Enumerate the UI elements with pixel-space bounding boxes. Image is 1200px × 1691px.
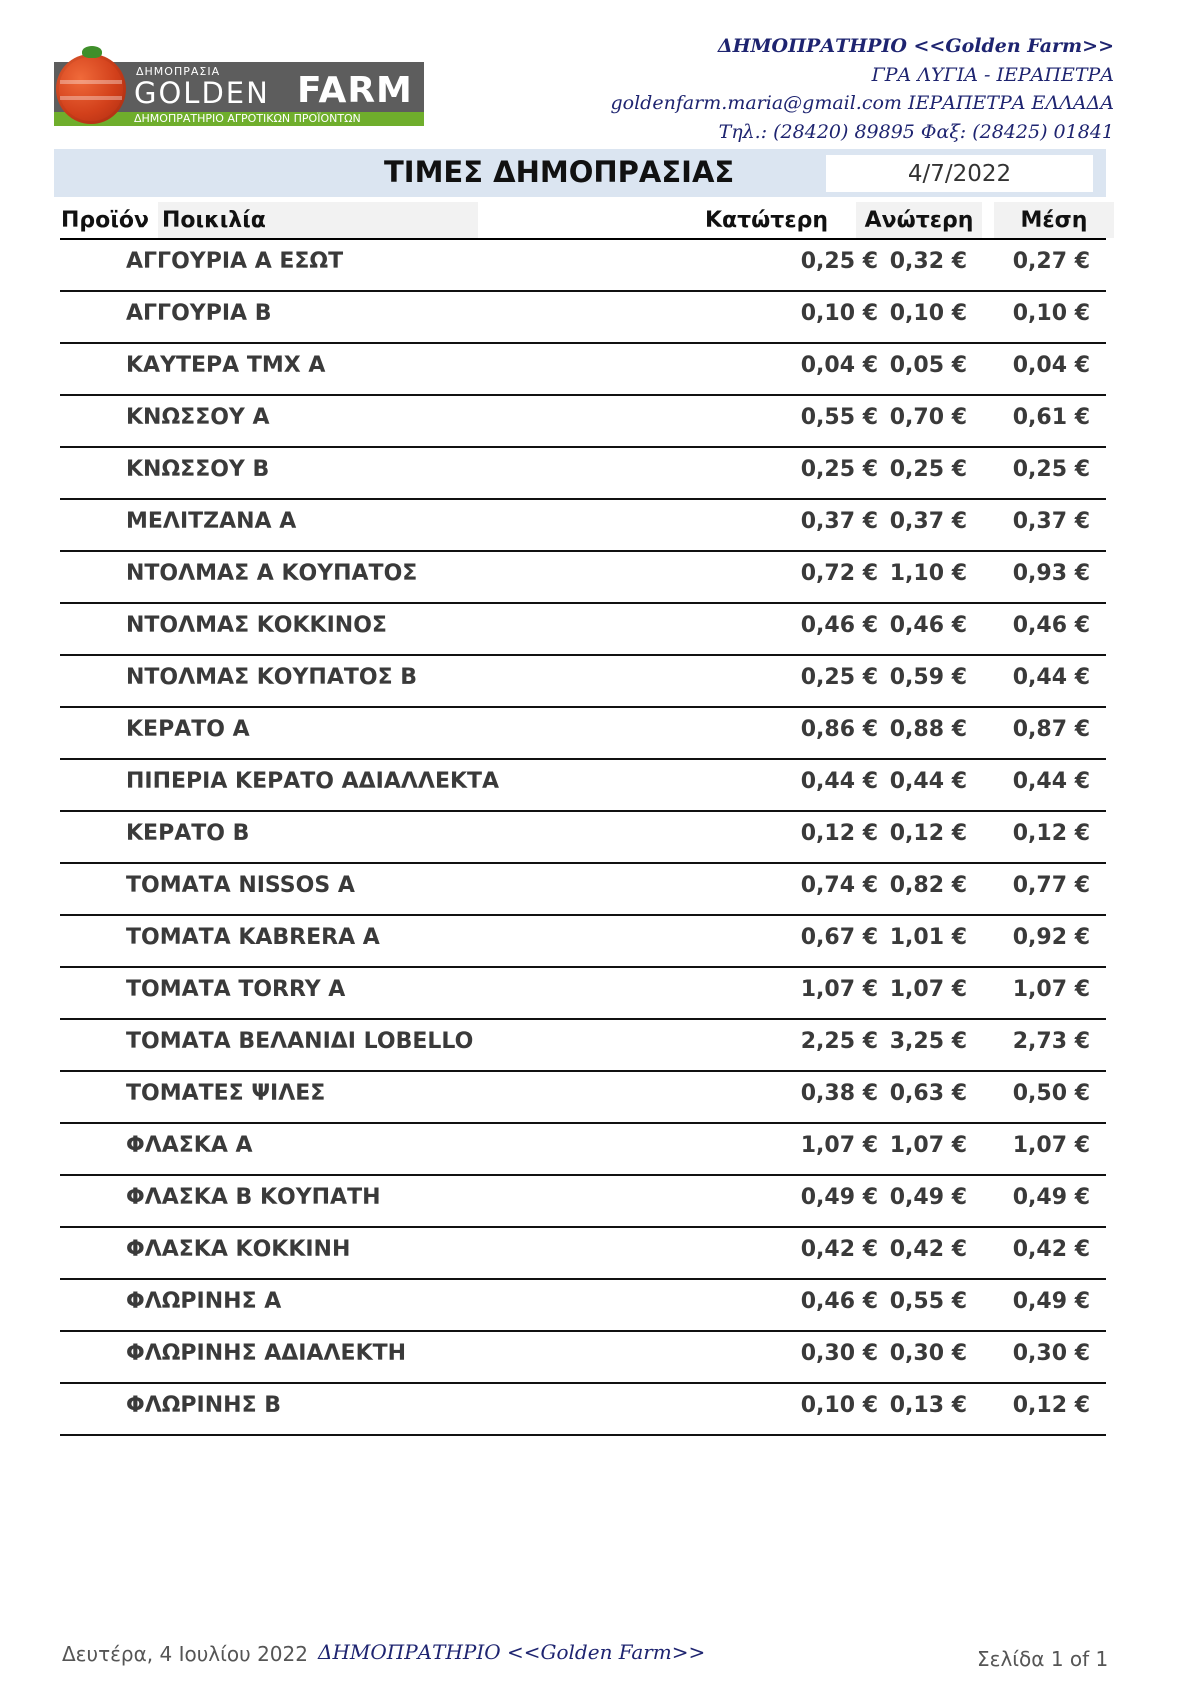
product-name: ΦΛΑΣΚΑ Α <box>126 1133 253 1158</box>
low-price: 0,12 € <box>800 821 878 846</box>
low-price: 1,07 € <box>800 977 878 1002</box>
product-name: ΚΑΥΤΕΡΑ ΤΜΧ Α <box>126 353 326 378</box>
product-name: ΤΟΜΑΤΑ ΒΕΛΑΝΙΔΙ LOBELLO <box>126 1029 474 1054</box>
low-price: 0,55 € <box>800 405 878 430</box>
low-price: 0,25 € <box>800 457 878 482</box>
page-title: ΤΙΜΕΣ ΔΗΜΟΠΡΑΣΙΑΣ <box>384 155 735 189</box>
footer-page-number: Σελίδα 1 of 1 <box>977 1647 1109 1671</box>
high-price: 0,42 € <box>889 1237 967 1262</box>
high-price: 3,25 € <box>889 1029 967 1054</box>
low-price: 0,44 € <box>800 769 878 794</box>
high-price: 0,70 € <box>889 405 967 430</box>
logo-small-text: ΔΗΜΟΠΡΑΣΙΑ <box>136 65 221 78</box>
table-row <box>60 448 1106 500</box>
high-price: 0,49 € <box>889 1185 967 1210</box>
title-bar <box>54 149 1106 197</box>
table-row <box>60 604 1106 656</box>
high-price: 0,63 € <box>889 1081 967 1106</box>
product-name: ΑΓΓΟΥΡΙΑ Β <box>126 301 272 326</box>
average-price: 0,27 € <box>1012 249 1090 274</box>
average-price: 2,73 € <box>1012 1029 1090 1054</box>
product-name: ΤΟΜΑΤΑ NISSOS A <box>126 873 355 898</box>
high-price: 0,88 € <box>889 717 967 742</box>
high-price: 0,25 € <box>889 457 967 482</box>
high-price: 0,82 € <box>889 873 967 898</box>
company-email-location: goldenfarm.maria@gmail.com ΙΕΡΑΠΕΤΡΑ ΕΛΛΑΔΑ <box>610 92 1114 114</box>
table-row <box>60 1332 1106 1384</box>
table-row <box>60 1384 1106 1436</box>
low-price: 0,25 € <box>800 249 878 274</box>
average-price: 0,37 € <box>1012 509 1090 534</box>
high-price: 0,30 € <box>889 1341 967 1366</box>
low-price: 0,72 € <box>800 561 878 586</box>
table-row <box>60 240 1106 292</box>
high-price: 0,46 € <box>889 613 967 638</box>
average-price: 1,07 € <box>1012 1133 1090 1158</box>
high-price: 1,01 € <box>889 925 967 950</box>
average-price: 0,93 € <box>1012 561 1090 586</box>
table-row <box>60 656 1106 708</box>
table-row <box>60 708 1106 760</box>
table-row <box>60 344 1106 396</box>
header-product: Προϊόν <box>54 202 152 238</box>
table-row <box>60 500 1106 552</box>
high-price: 0,10 € <box>889 301 967 326</box>
table-row <box>60 864 1106 916</box>
golden-farm-logo <box>54 48 424 126</box>
product-name: ΤΟΜΑΤΑ KABRERA A <box>126 925 380 950</box>
low-price: 0,30 € <box>800 1341 878 1366</box>
product-name: ΜΕΛΙΤΖΑΝΑ Α <box>126 509 297 534</box>
leaf-icon <box>82 46 102 58</box>
high-price: 1,10 € <box>889 561 967 586</box>
product-name: ΝΤΟΛΜΑΣ Α ΚΟΥΠΑΤΟΣ <box>126 561 418 586</box>
table-row <box>60 292 1106 344</box>
low-price: 0,38 € <box>800 1081 878 1106</box>
table-row <box>60 1228 1106 1280</box>
table-row <box>60 1124 1106 1176</box>
high-price: 0,12 € <box>889 821 967 846</box>
high-price: 0,05 € <box>889 353 967 378</box>
average-price: 0,77 € <box>1012 873 1090 898</box>
table-row <box>60 968 1106 1020</box>
table-row <box>60 760 1106 812</box>
footer-company: ΔΗΜΟΠΡΑΤΗΡΙΟ <<Golden Farm>> <box>318 1640 706 1664</box>
table-row <box>60 1280 1106 1332</box>
table-row <box>60 1020 1106 1072</box>
header-variety: Ποικιλία <box>158 202 478 238</box>
low-price: 0,46 € <box>800 1289 878 1314</box>
average-price: 1,07 € <box>1012 977 1090 1002</box>
low-price: 2,25 € <box>800 1029 878 1054</box>
high-price: 0,55 € <box>889 1289 967 1314</box>
average-price: 0,87 € <box>1012 717 1090 742</box>
low-price: 0,04 € <box>800 353 878 378</box>
average-price: 0,46 € <box>1012 613 1090 638</box>
high-price: 1,07 € <box>889 1133 967 1158</box>
product-name: ΚΝΩΣΣΟΥ Β <box>126 457 270 482</box>
table-row <box>60 552 1106 604</box>
product-name: ΑΓΓΟΥΡΙΑ Α ΕΣΩΤ <box>126 249 344 274</box>
low-price: 0,67 € <box>800 925 878 950</box>
low-price: 1,07 € <box>800 1133 878 1158</box>
company-name: ΔΗΜΟΠΡΑΤΗΡΙΟ <<Golden Farm>> <box>717 35 1114 57</box>
average-price: 0,49 € <box>1012 1289 1090 1314</box>
low-price: 0,86 € <box>800 717 878 742</box>
average-price: 0,44 € <box>1012 665 1090 690</box>
product-name: ΦΛΑΣΚΑ ΚΟΚΚΙΝΗ <box>126 1237 351 1262</box>
product-name: ΠΙΠΕΡΙΑ ΚΕΡΑΤΟ ΑΔΙΑΛΛΕΚΤΑ <box>126 769 500 794</box>
product-name: ΦΛΩΡΙΝΗΣ ΑΔΙΑΛΕΚΤΗ <box>126 1341 407 1366</box>
table-row <box>60 916 1106 968</box>
low-price: 0,25 € <box>800 665 878 690</box>
price-table <box>60 240 1106 1436</box>
header-low-price: Κατώτερη <box>704 208 829 233</box>
table-row <box>60 396 1106 448</box>
low-price: 0,42 € <box>800 1237 878 1262</box>
low-price: 0,10 € <box>800 301 878 326</box>
product-name: ΚΝΩΣΣΟΥ Α <box>126 405 270 430</box>
header-average-price: Μέση <box>994 202 1114 238</box>
average-price: 0,44 € <box>1012 769 1090 794</box>
high-price: 1,07 € <box>889 977 967 1002</box>
logo-tagline: ΔΗΜΟΠΡΑΤΗΡΙΟ ΑΓΡΟΤΙΚΩΝ ΠΡΟΪΟΝΤΩΝ <box>134 112 361 125</box>
auction-date: 4/7/2022 <box>826 155 1093 192</box>
average-price: 0,50 € <box>1012 1081 1090 1106</box>
high-price: 0,59 € <box>889 665 967 690</box>
average-price: 0,04 € <box>1012 353 1090 378</box>
table-row <box>60 1072 1106 1124</box>
high-price: 0,37 € <box>889 509 967 534</box>
average-price: 0,49 € <box>1012 1185 1090 1210</box>
high-price: 0,32 € <box>889 249 967 274</box>
average-price: 0,25 € <box>1012 457 1090 482</box>
low-price: 0,74 € <box>800 873 878 898</box>
header-high-price: Ανώτερη <box>856 202 982 238</box>
table-row <box>60 812 1106 864</box>
product-name: ΦΛΩΡΙΝΗΣ Α <box>126 1289 282 1314</box>
logo-word-farm: FARM <box>297 70 413 111</box>
product-name: ΤΟΜΑΤΕΣ ΨΙΛΕΣ <box>126 1081 326 1106</box>
average-price: 0,10 € <box>1012 301 1090 326</box>
product-name: ΤΟΜΑΤΑ TORRY A <box>126 977 346 1002</box>
average-price: 0,12 € <box>1012 1393 1090 1418</box>
company-phone-fax: Τηλ.: (28420) 89895 Φαξ: (28425) 01841 <box>718 120 1114 143</box>
low-price: 0,49 € <box>800 1185 878 1210</box>
table-row <box>60 1176 1106 1228</box>
logo-word-golden: GOLDEN <box>134 76 270 110</box>
product-name: ΦΛΑΣΚΑ Β ΚΟΥΠΑΤΗ <box>126 1185 381 1210</box>
average-price: 0,61 € <box>1012 405 1090 430</box>
low-price: 0,37 € <box>800 509 878 534</box>
product-name: ΝΤΟΛΜΑΣ ΚΟΥΠΑΤΟΣ Β <box>126 665 418 690</box>
product-name: ΝΤΟΛΜΑΣ ΚΟΚΚΙΝΟΣ <box>126 613 387 638</box>
average-price: 0,92 € <box>1012 925 1090 950</box>
low-price: 0,46 € <box>800 613 878 638</box>
company-address: ΓΡΑ ΛΥΓΙΑ - ΙΕΡΑΠΕΤΡΑ <box>871 63 1114 86</box>
product-name: ΚΕΡΑΤΟ Β <box>126 821 250 846</box>
high-price: 0,13 € <box>889 1393 967 1418</box>
tomato-icon <box>56 54 126 124</box>
low-price: 0,10 € <box>800 1393 878 1418</box>
average-price: 0,30 € <box>1012 1341 1090 1366</box>
product-name: ΚΕΡΑΤΟ Α <box>126 717 250 742</box>
product-name: ΦΛΩΡΙΝΗΣ Β <box>126 1393 282 1418</box>
high-price: 0,44 € <box>889 769 967 794</box>
average-price: 0,12 € <box>1012 821 1090 846</box>
average-price: 0,42 € <box>1012 1237 1090 1262</box>
company-info <box>611 32 1115 146</box>
footer-date: Δευτέρα, 4 Ιουλίου 2022 <box>62 1642 308 1666</box>
